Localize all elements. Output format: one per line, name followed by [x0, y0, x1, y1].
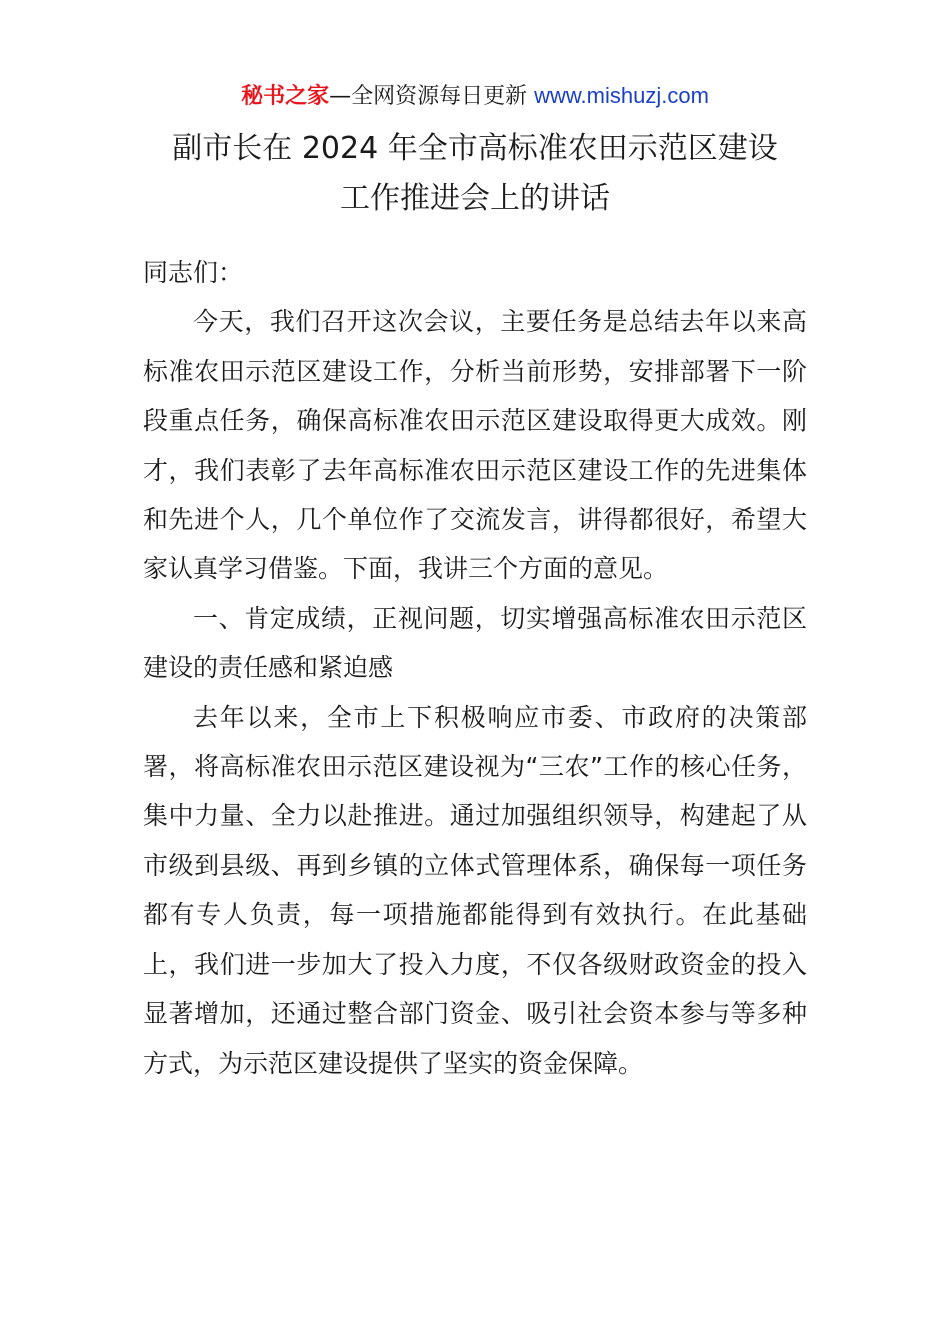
- paragraph-intro: 今天，我们召开这次会议，主要任务是总结去年以来高标准农田示范区建设工作，分析当前形势，安排部署下一阶段重点任务，确保高标准农田示范区建设取得更大成效。刚才，我们表彰了去年高标准农田示范区建设工作的先进集体和先进个人，几个单位作了交流发言，讲得都很好，希望大家认真学习借鉴。下面，我讲三个方面的意见。: [143, 307, 807, 584]
- site-url-link[interactable]: www.mishuzj.com: [534, 83, 709, 108]
- document-title: [0, 124, 950, 224]
- header-tagline: —全网资源每日更新: [329, 84, 535, 109]
- title-line-2: 工作推进会上的讲话: [340, 181, 610, 216]
- section-heading-1: 一、肯定成绩，正视问题，切实增强高标准农田示范区建设的责任感和紧迫感: [143, 603, 807, 683]
- site-header: [0, 78, 950, 115]
- document-body: [143, 248, 807, 1088]
- brand-name: 秘书之家: [241, 84, 330, 109]
- title-line-1: 副市长在 2024 年全市高标准农田示范区建设: [172, 131, 778, 166]
- paragraph-achievements: 去年以来，全市上下积极响应市委、市政府的决策部署，将高标准农田示范区建设视为“三农”工作的核心任务，集中力量、全力以赴推进。通过加强组织领导，构建起了从市级到县级、再到乡镇的立体式管理体系，确保每一项任务都有专人负责，每一项措施都能得到有效执行。在此基础上，我们进一步加大了投入力度，不仅各级财政资金的投入显著增加，还通过整合部门资金、吸引社会资本参与等多种方式，为示范区建设提供了坚实的资金保障。: [143, 702, 807, 1078]
- salutation: 同志们：: [143, 258, 244, 287]
